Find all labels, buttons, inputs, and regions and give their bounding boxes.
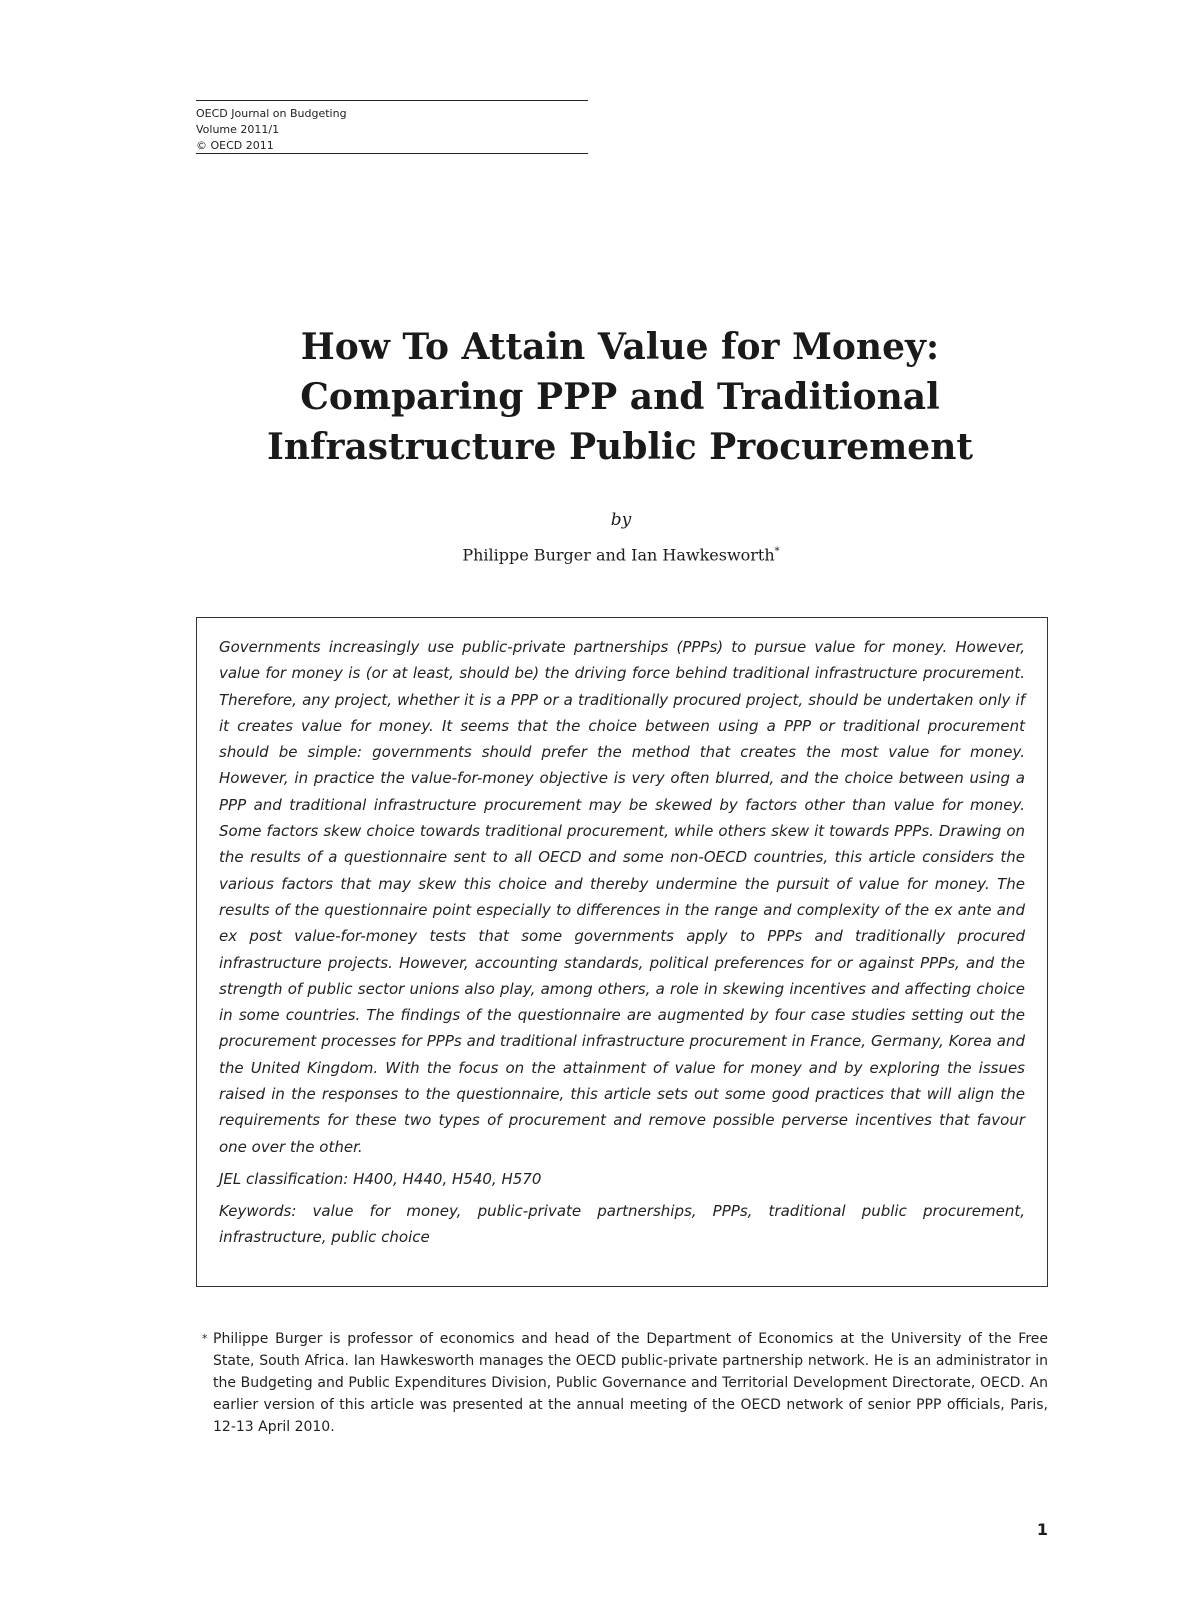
page-number: 1 <box>1036 1520 1048 1539</box>
journal-name: OECD Journal on Budgeting <box>196 107 347 120</box>
footnote-mark: * <box>202 1332 208 1345</box>
title-line-3: Infrastructure Public Procurement <box>267 426 973 468</box>
title-line-2: Comparing PPP and Traditional <box>300 376 940 418</box>
byline-by: by <box>610 510 632 530</box>
jel-classification: JEL classification: H400, H440, H540, H570 <box>219 1169 542 1188</box>
author-footnote <box>196 1328 1048 1438</box>
journal-volume: Volume 2011/1 <box>196 123 280 136</box>
journal-copyright: © OECD 2011 <box>196 139 274 152</box>
authors-text: Philippe Burger and Ian Hawkesworth <box>462 545 775 565</box>
journal-header <box>196 100 588 154</box>
title-line-1: How To Attain Value for Money: <box>300 326 940 368</box>
abstract-text: Governments increasingly use public-private partnerships (PPPs) to pursue value for money. However, value for money is (or at least, should be) the driving force behind traditional infrastructure procurement. Therefore, any project, whether it is a PPP or a traditionally procured project, should be undertaken only if it creates value for money. It seems that the choice between using a PPP or traditional procurement should be simple: governments should prefer the method that creates the most value for money. However, in practice the value-for-money objective is very often blurred, and the choice between using a PPP and traditional infrastructure procurement may be skewed by factors other than value for money. Some factors skew choice towards traditional procurement, while others skew it towards PPPs. Drawing on the results of a questionnaire sent to all OECD and some non-OECD countries, this article considers the various factors that may skew this choice and thereby undermine the pursuit of value for money. The results of the questionnaire point especially to differences in the range and complexity of the ex ante and ex post value-for-money tests that some governments apply to PPPs and traditionally procured infrastructure projects. However, accounting standards, political preferences for or against PPPs, and the strength of public sector unions also play, among others, a role in skewing incentives and affecting choice in some countries. The findings of the questionnaire are augmented by four case studies setting out the procurement processes for PPPs and traditional infrastructure procurement in France, Germany, Korea and the United Kingdom. With the focus on the attainment of value for money and by exploring the issues raised in the responses to the questionnaire, this article sets out some good practices that will align the requirements for these two types of procurement and remove possible perverse incentives that favour one over the other. <box>219 638 1025 1156</box>
footnote-text: Philippe Burger is professor of economics and head of the Department of Economics at the University of the Free State, South Africa. Ian Hawkesworth manages the OECD public-private partnership network. He is an administrator in the Budgeting and Public Expenditures Division, Public Governance and Territorial Development Directorate, OECD. An earlier version of this article was presented at the annual meeting of the OECD network of senior PPP officials, Paris, 12-13 April 2010. <box>213 1331 1048 1435</box>
author-footnote-mark: * <box>774 546 780 557</box>
keywords: Keywords: value for money, public-private partnerships, PPPs, traditional public procurement, infrastructure, public choice <box>219 1201 1025 1246</box>
abstract-box <box>196 617 1048 1287</box>
author-names <box>0 540 1200 567</box>
article-title <box>160 322 1080 472</box>
